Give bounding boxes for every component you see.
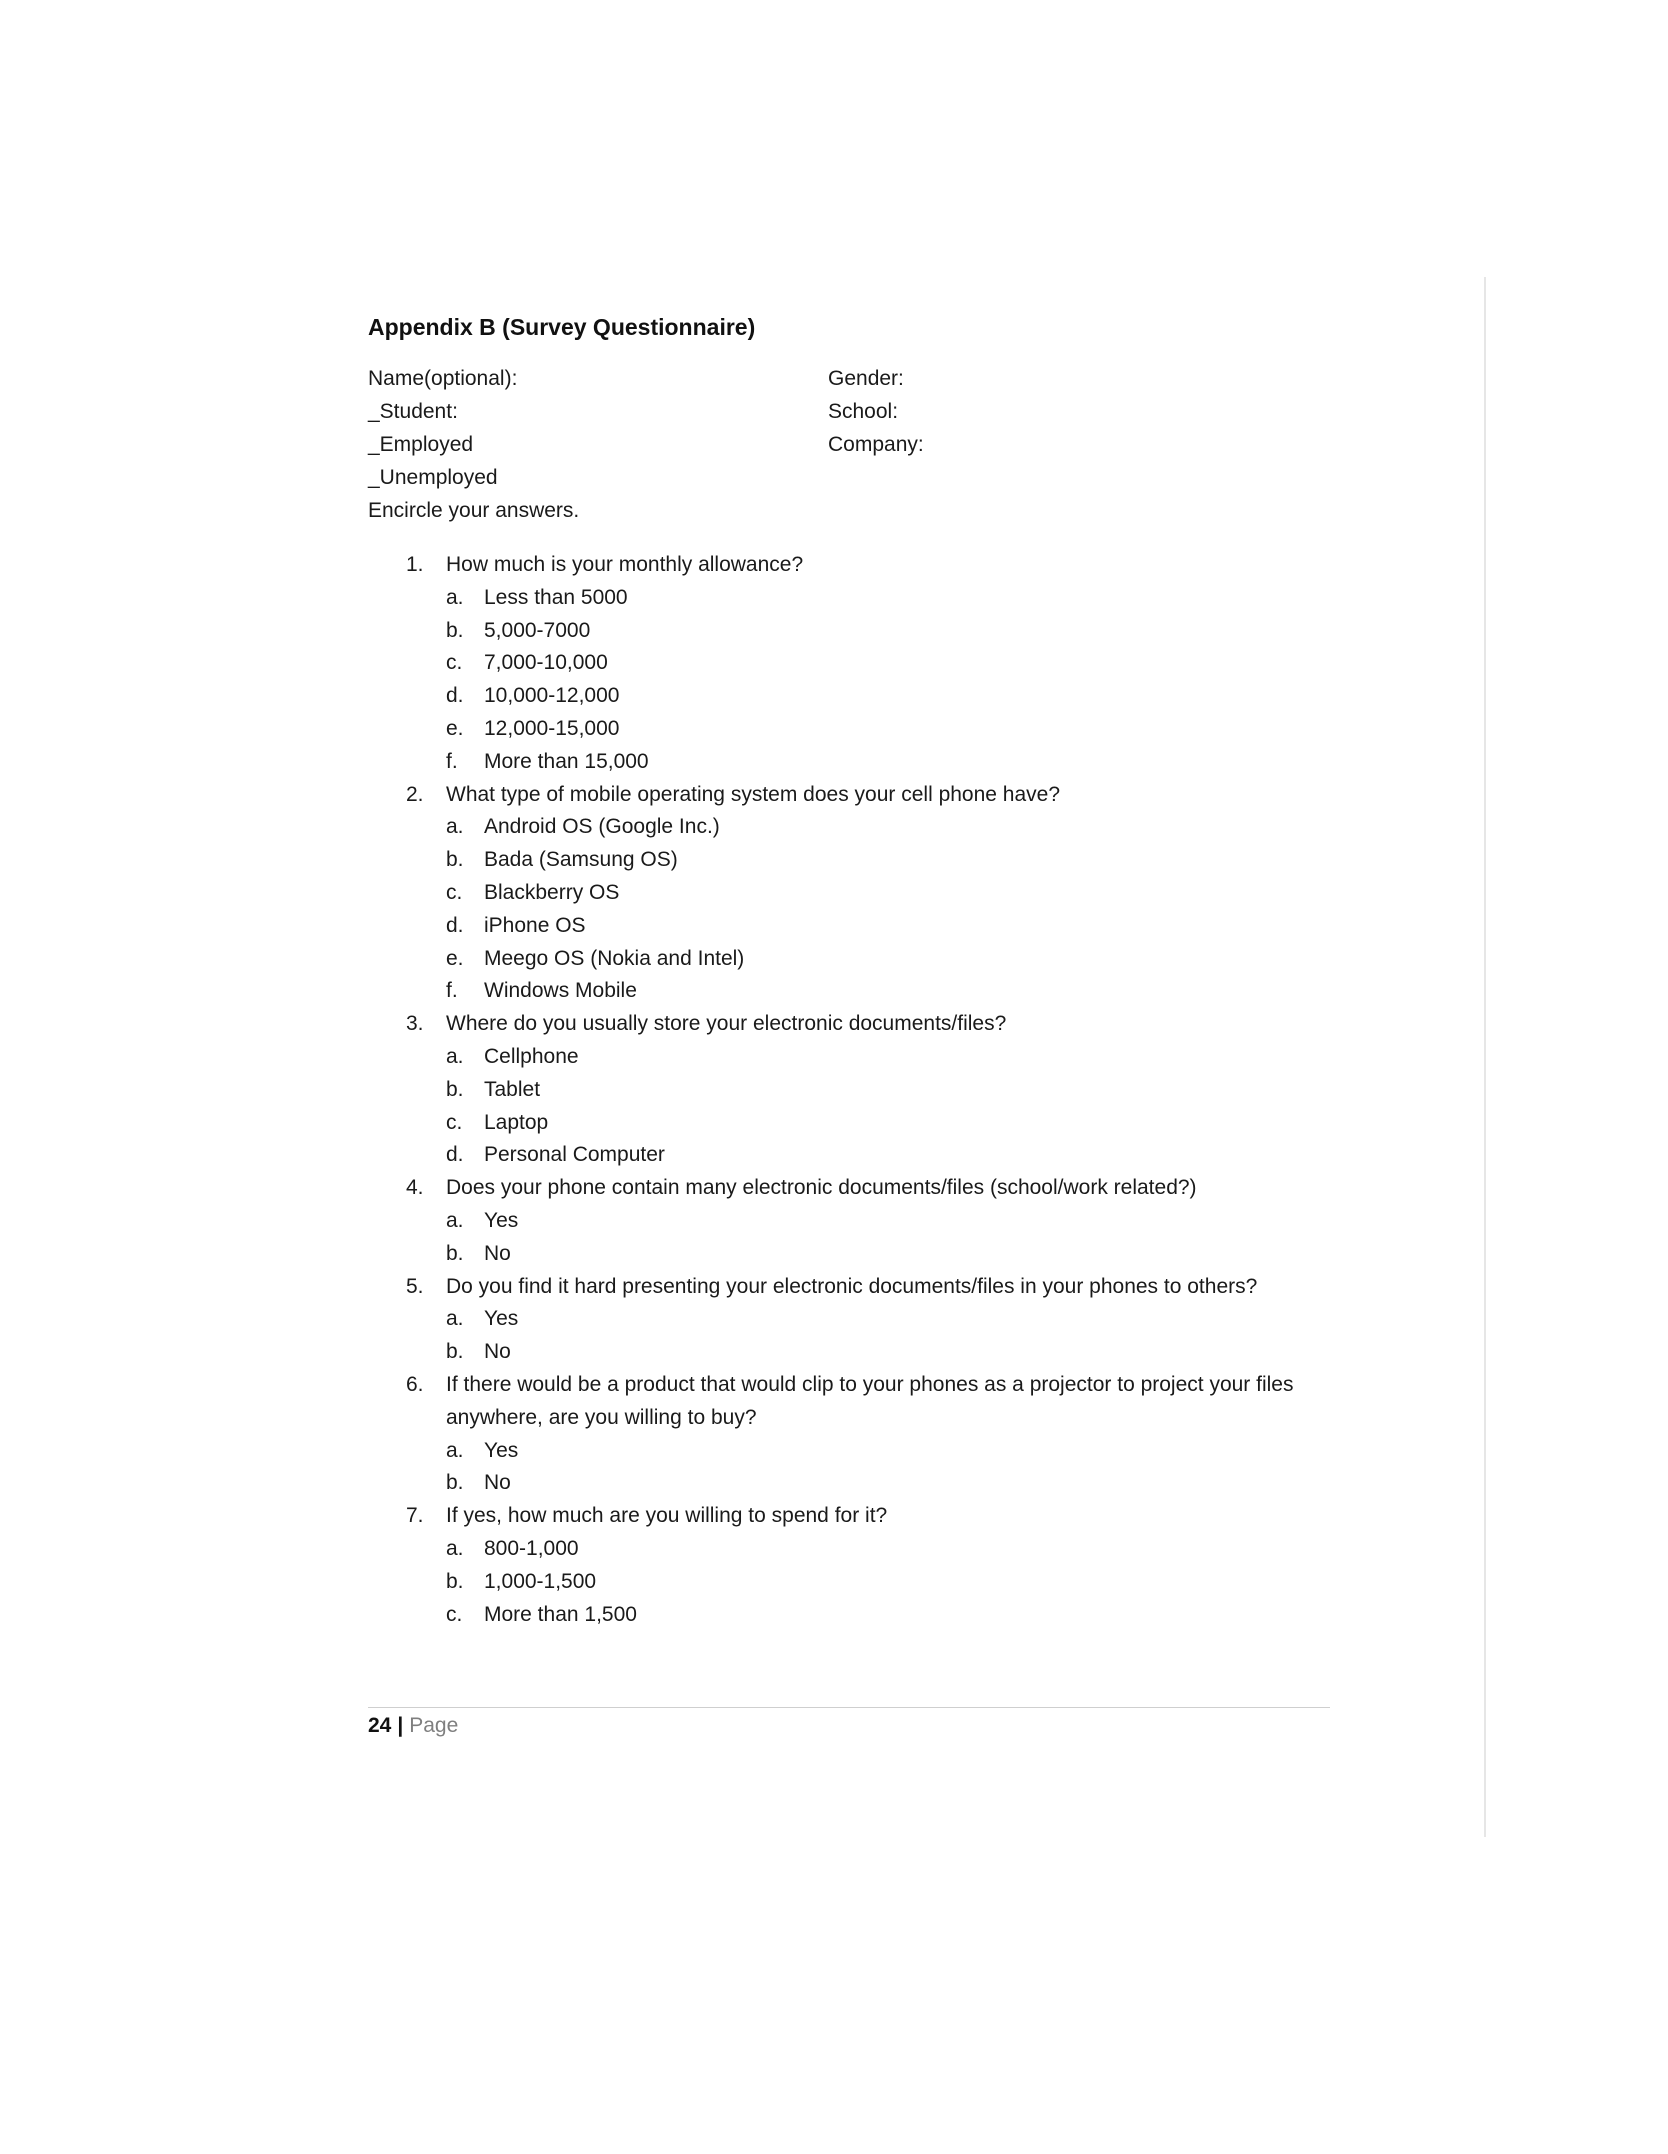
option-letter: b.	[446, 1077, 464, 1101]
option-letter: d.	[446, 913, 464, 937]
option-text: No	[484, 1241, 511, 1265]
question-2	[368, 779, 1378, 1009]
answer-option[interactable]	[446, 1467, 1378, 1500]
option-letter: b.	[446, 1241, 464, 1265]
question-list	[368, 549, 1378, 1631]
option-letter: b.	[446, 1340, 464, 1364]
option-letter: a.	[446, 1044, 464, 1068]
answer-option[interactable]	[446, 1435, 1378, 1468]
option-letter: a.	[446, 1208, 464, 1232]
question-number: 7.	[406, 1504, 424, 1528]
answer-option[interactable]	[446, 1238, 1378, 1271]
question-number: 1.	[406, 553, 424, 576]
question-7	[368, 1500, 1378, 1631]
question-number: 6.	[406, 1372, 424, 1396]
name-field-label: Name(optional):	[368, 367, 518, 390]
question-5	[368, 1271, 1378, 1369]
option-letter: b.	[446, 1471, 464, 1495]
question-text: What type of mobile operating system does your cell phone have?	[446, 782, 1061, 806]
answer-option[interactable]	[446, 647, 1378, 680]
school-field-label: School:	[828, 400, 899, 423]
answer-option[interactable]	[446, 1566, 1378, 1599]
option-text: Cellphone	[484, 1044, 579, 1068]
option-text: 12,000-15,000	[484, 716, 620, 740]
document-title: Appendix B (Survey Questionnaire)	[368, 314, 756, 340]
option-letter: e.	[446, 716, 464, 740]
option-text: 10,000-12,000	[484, 684, 620, 708]
option-letter: d.	[446, 1143, 464, 1167]
answer-option[interactable]	[446, 1303, 1378, 1336]
answer-option[interactable]	[446, 844, 1378, 877]
answer-option[interactable]	[446, 877, 1378, 910]
question-number: 5.	[406, 1274, 424, 1298]
question-text: Where do you usually store your electronic documents/files?	[446, 1012, 1007, 1036]
option-letter: a.	[446, 585, 464, 609]
answer-option[interactable]	[446, 975, 1378, 1008]
footer-divider	[368, 1707, 1330, 1708]
option-letter: e.	[446, 946, 464, 970]
option-letter: a.	[446, 1307, 464, 1331]
question-number: 2.	[406, 782, 424, 806]
page-label: Page	[409, 1714, 459, 1737]
option-letter: a.	[446, 815, 464, 839]
answer-option[interactable]	[446, 1205, 1378, 1238]
answer-option[interactable]	[446, 1336, 1378, 1369]
option-letter: f.	[446, 979, 458, 1003]
company-field-label: Company:	[828, 433, 924, 456]
answer-option[interactable]	[446, 811, 1378, 844]
option-text: 5,000-7000	[484, 618, 591, 642]
option-letter: b.	[446, 848, 464, 872]
question-text: If yes, how much are you willing to spend for it?	[446, 1504, 888, 1528]
question-number: 3.	[406, 1012, 424, 1036]
employed-option-label: _Employed	[368, 433, 474, 456]
student-option-label: _Student:	[368, 400, 458, 423]
option-letter: c.	[446, 880, 463, 904]
gender-field-label: Gender:	[828, 367, 904, 390]
option-text: Bada (Samsung OS)	[484, 848, 678, 872]
answer-option[interactable]	[446, 680, 1378, 713]
page-number: 24	[368, 1714, 392, 1737]
info-right-column	[828, 362, 924, 461]
option-text: Personal Computer	[484, 1143, 665, 1167]
question-text: How much is your monthly allowance?	[446, 553, 804, 576]
option-text: Laptop	[484, 1110, 549, 1134]
option-text: Yes	[484, 1208, 519, 1232]
option-text: Yes	[484, 1438, 519, 1462]
option-text: 1,000-1,500	[484, 1569, 597, 1593]
footer-separator: |	[397, 1714, 404, 1737]
option-letter: b.	[446, 1569, 464, 1593]
question-text: Does your phone contain many electronic documents/files (school/work related?)	[446, 1176, 1197, 1200]
option-text: Yes	[484, 1307, 519, 1331]
option-text: More than 15,000	[484, 749, 649, 773]
question-3	[368, 1008, 1378, 1172]
question-6	[368, 1369, 1378, 1500]
answer-option[interactable]	[446, 713, 1378, 746]
option-letter: c.	[446, 1602, 463, 1626]
answer-option[interactable]	[446, 1533, 1378, 1566]
answer-option[interactable]	[446, 943, 1378, 976]
question-text: If there would be a product that would clip to your phones as a projector to project your files anywhere, are you willing to buy?	[446, 1372, 1294, 1429]
option-text: No	[484, 1340, 511, 1364]
option-text: Android OS (Google Inc.)	[484, 815, 720, 839]
answer-option[interactable]	[446, 582, 1378, 615]
option-letter: c.	[446, 1110, 463, 1134]
option-letter: a.	[446, 1438, 464, 1462]
option-text: 800-1,000	[484, 1536, 579, 1560]
option-letter: c.	[446, 651, 463, 675]
option-text: Blackberry OS	[484, 880, 620, 904]
option-letter: a.	[446, 1536, 464, 1560]
page-footer	[368, 1710, 458, 1742]
document-body	[368, 308, 1378, 1631]
question-1	[368, 549, 1378, 779]
answer-option[interactable]	[446, 746, 1378, 779]
question-number: 4.	[406, 1176, 424, 1200]
option-text: Tablet	[484, 1077, 541, 1101]
option-text: Windows Mobile	[484, 979, 637, 1003]
option-letter: d.	[446, 684, 464, 708]
unemployed-option-label: _Unemployed	[368, 466, 498, 489]
instruction-text: Encircle your answers.	[368, 499, 580, 522]
option-text: Less than 5000	[484, 585, 628, 609]
option-text: No	[484, 1471, 511, 1495]
answer-option[interactable]	[446, 910, 1378, 943]
option-text: Meego OS (Nokia and Intel)	[484, 946, 745, 970]
answer-option[interactable]	[446, 615, 1378, 648]
question-text: Do you find it hard presenting your electronic documents/files in your phones to others?	[446, 1274, 1258, 1298]
respondent-info	[368, 362, 1378, 494]
answer-option[interactable]	[446, 1599, 1378, 1632]
option-text: More than 1,500	[484, 1602, 637, 1626]
option-letter: b.	[446, 618, 464, 642]
option-letter: f.	[446, 749, 458, 773]
answer-option[interactable]	[446, 1041, 1378, 1074]
answer-option[interactable]	[446, 1074, 1378, 1107]
question-4	[368, 1172, 1378, 1270]
answer-option[interactable]	[446, 1139, 1378, 1172]
option-text: 7,000-10,000	[484, 651, 608, 675]
page-edge-rule	[1484, 277, 1486, 1837]
option-text: iPhone OS	[484, 913, 586, 937]
answer-option[interactable]	[446, 1107, 1378, 1140]
